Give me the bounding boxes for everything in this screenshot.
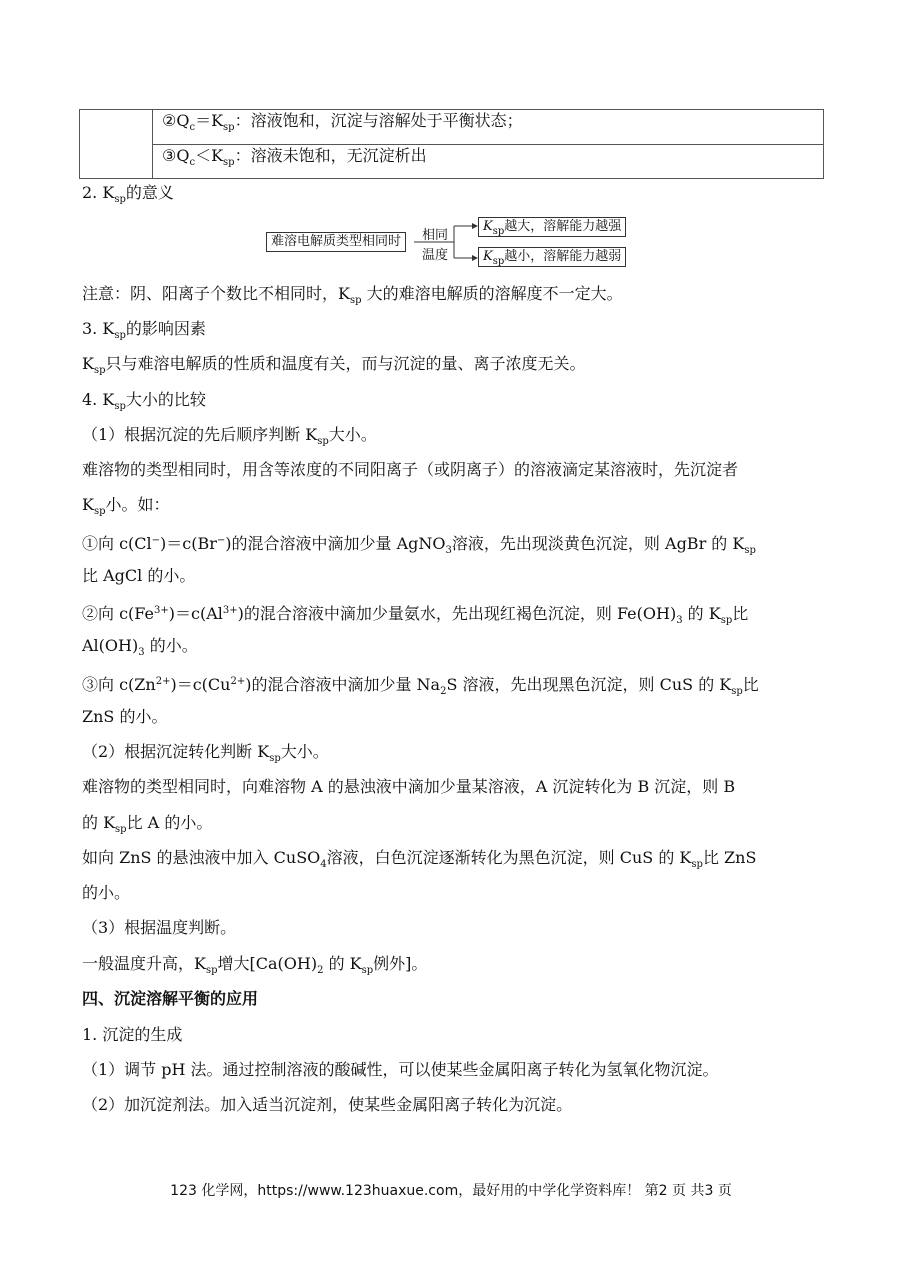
section-4-2-example-cont: 的小。	[82, 883, 131, 902]
section-4-1-heading: （1）根据沉淀的先后顺序判断 $K_{sp}$大小。	[82, 425, 377, 447]
diagram-label-bottom: 温度	[422, 248, 449, 263]
example-1: ①向 c(Cl−)＝c(Br−)的混合溶液中滴加少量 AgNO$_3$溶液，先出现淡黄色沉淀，则 AgBr 的 $K_{sp}$	[82, 534, 756, 556]
application-1-2: （2）加沉淀剂法。加入适当沉淀剂，使某些金属阳离子转化为沉淀。	[82, 1095, 573, 1114]
diagram-arrows	[414, 218, 478, 268]
example-2: ②向 $c(Fe^{3+})=c(Al^{3+})$的混合溶液中滴加少量氨水，先出现红褐色沉淀，则 $Fe(OH)_3$ 的 $K_{sp}$比	[82, 604, 749, 626]
section-3-text: $K_{sp}$只与难溶电解质的性质和温度有关，而与沉淀的量、离子浓度无关。	[82, 354, 586, 376]
application-1-heading: 1. 沉淀的生成	[82, 1025, 183, 1044]
section-4-2-text: 难溶物的类型相同时，向难溶物 A 的悬浊液中滴加少量某溶液，A 沉淀转化为 B 沉淀，则 B	[82, 777, 736, 796]
example-3-cont: ZnS 的小。	[82, 707, 168, 726]
application-1-1: （1）调节 pH 法。通过控制溶液的酸碱性，可以使某些金属阳离子转化为氢氧化物沉淀。	[82, 1060, 719, 1079]
table-fragment	[79, 109, 824, 179]
diagram-label-top: 相同	[422, 228, 449, 243]
page-footer: 123 化学网，https://www.123huaxue.com，最好用的中学化学资料库！ 第2 页 共3 页	[170, 1183, 732, 1199]
section-3-heading: 3. $K_{sp}$的影响因素	[82, 319, 206, 341]
example-2-cont: $Al(OH)_3$ 的小。	[82, 636, 198, 658]
note-text: 注意：阴、阳离子个数比不相同时，$K_{sp}$ 大的难溶电解质的溶解度不一定大。	[82, 284, 623, 306]
section-4-1-text-2: $K_{sp}$小。如：	[82, 495, 170, 517]
section-4-2-heading: （2）根据沉淀转化判断 $K_{sp}$大小。	[82, 742, 329, 764]
section-4-3-text: 一般温度升高，$K_{sp}$增大[$Ca(OH)_2$ 的 $K_{sp}$例外]。	[82, 954, 428, 976]
section-4-2-example: 如向 ZnS 的悬浊液中加入 CuSO$_4$溶液，白色沉淀逐渐转化为黑色沉淀，则 CuS 的 $K_{sp}$比 ZnS	[82, 848, 757, 870]
section-4-heading: 4. $K_{sp}$大小的比较	[82, 390, 206, 412]
diagram-right-top-box: $K_{sp}$越大，溶解能力越强	[478, 217, 626, 237]
section-4-3-heading: （3）根据温度判断。	[82, 918, 237, 937]
example-3: ③向 $c(Zn^{2+})=c(Cu^{2+})$的混合溶液中滴加少量 $Na_2S$ 溶液，先出现黑色沉淀，则 CuS 的 $K_{sp}$比	[82, 675, 759, 697]
diagram-right-bottom-box: $K_{sp}$越小，溶解能力越弱	[478, 247, 626, 267]
section-2-heading: 2. $K_{sp}$的意义	[82, 183, 174, 205]
section-4-2-text-2: 的 $K_{sp}$比 A 的小。	[82, 813, 213, 835]
example-1-cont: 比 AgCl 的小。	[82, 566, 196, 585]
diagram-left-box: 难溶电解质类型相同时	[266, 232, 406, 252]
table-row-3: $③Q_c<K_{sp}$：溶液未饱和，无沉淀析出	[152, 144, 823, 174]
section-4-1-text: 难溶物的类型相同时，用含等浓度的不同阳离子（或阴离子）的溶液滴定某溶液时，先沉淀者	[82, 460, 739, 479]
heading-applications: 四、沉淀溶解平衡的应用	[82, 989, 259, 1008]
table-row-2: $②Q_c=K_{sp}$：溶液饱和，沉淀与溶解处于平衡状态；	[162, 111, 523, 133]
